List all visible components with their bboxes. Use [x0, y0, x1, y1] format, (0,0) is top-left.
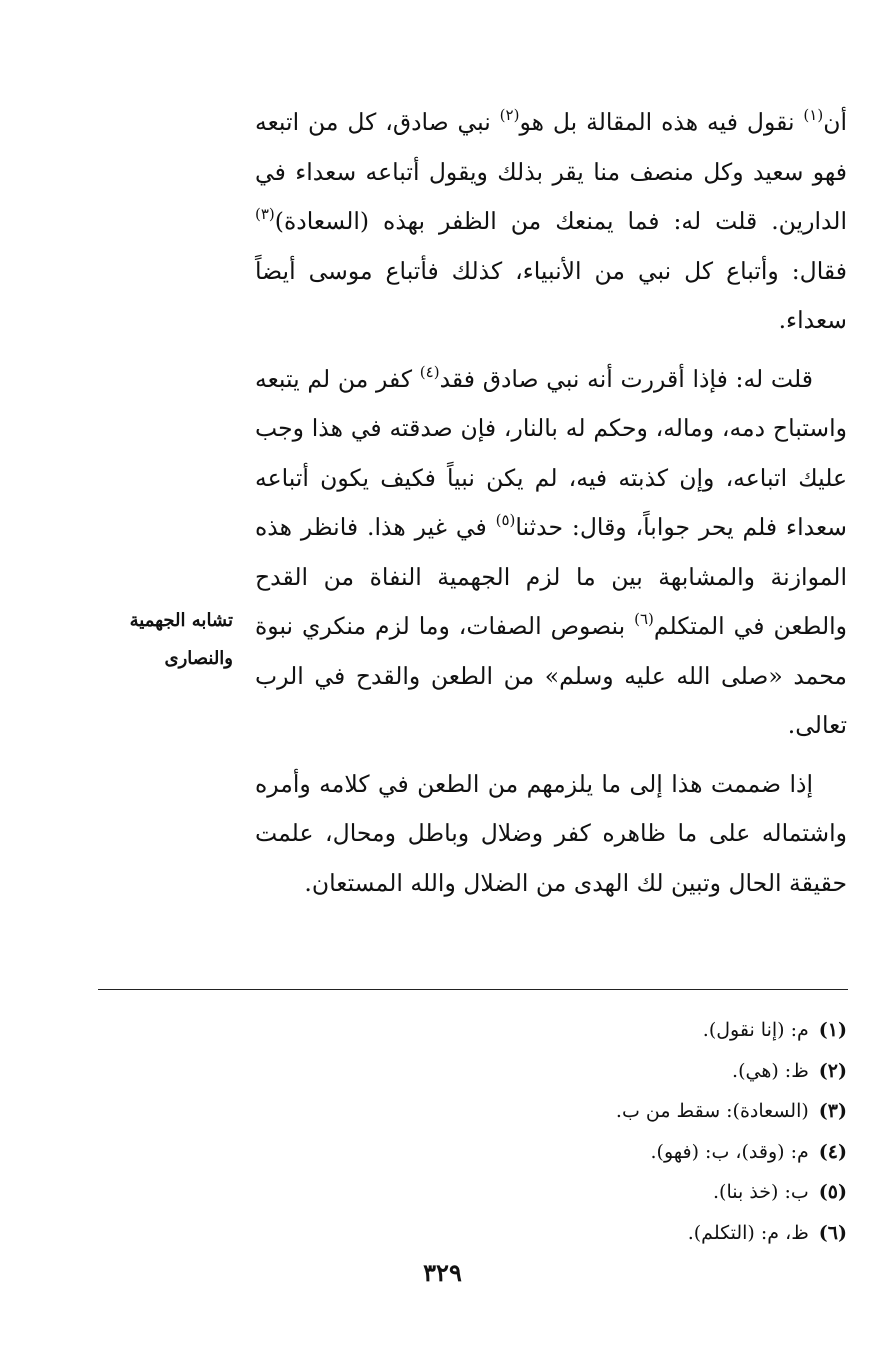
footnote-ref-5: (٥): [495, 511, 516, 529]
footnote-2: (٢)ظ: (هي).: [732, 1059, 847, 1082]
footnote-ref-4: (٤): [419, 362, 440, 381]
footnote-5: (٥)ب: (خذ بنا).: [713, 1181, 847, 1203]
footnote-ref-3: (٣): [255, 205, 275, 223]
footnote-separator: [98, 989, 848, 990]
footnote-ref-6: (٦): [634, 610, 654, 628]
footnote-4: (٤)م: (وقد)، ب: (فهو).: [650, 1140, 847, 1163]
footnote-1: (١)م: (إنا نقول).: [702, 1019, 847, 1041]
footnote-ref-2: (٢): [499, 106, 520, 124]
paragraph-3: إذا ضممت هذا إلى ما يلزمهم من الطعن في كلامه وأمره واشتماله على ما ظاهره كفر وضلال وباطل ومحال، علمت حقيقة الحال وتبين لك الهدى من الضلال والله المستعان.: [255, 769, 847, 897]
page-number: ٣٢٩: [423, 1258, 462, 1287]
paragraph-2: قلت له: فإذا أقررت أنه نبي صادق فقد$^{(٤)}$ كفر من لم يتبعه واستباح دمه، وماله، وحكم له بالنار، فإن صدقته في هذا وجب عليك اتباعه، وإن كذبته فيه، لم يكن نبياً فكيف يكون أتباعه سعداء فلم يحر جواباً، وقال: حدثنا$^{(٥)}$ في غير هذا. فانظر هذه الموازنة والمشابهة بين ما لزم الجهمية النفاة من القدح والطعن في المتكلم$^{(٦)}$ بنصوص الصفات، وما لزم منكري نبوة محمد «صلى الله عليه وسلم» من الطعن والقدح في الرب تعالى.: [255, 362, 847, 739]
footnote-3: (٣)(السعادة): سقط من ب.: [615, 1100, 847, 1122]
main-text: [255, 98, 847, 917]
footnote-ref-1: (١): [803, 106, 824, 124]
paragraph-1: أن$^{(١)}$ نقول فيه هذه المقالة بل هو$^{(٢)}$ نبي صادق، كل من اتبعه فهو سعيد وكل منصف منا يقر بذلك ويقول أتباعه سعداء في الدارين. قلت له: فما يمنعك من الظفر بهذه (السعادة)$^{(٣)}$ فقال: وأتباع كل نبي من الأنبياء، كذلك فأتباع موسى أيضاً سعداء.: [255, 106, 847, 334]
footnotes: [147, 1010, 847, 1253]
margin-note: تشابه الجهمية والنصارى: [129, 610, 233, 669]
footnote-6: (٦)ظ، م: (التكلم).: [687, 1221, 847, 1244]
